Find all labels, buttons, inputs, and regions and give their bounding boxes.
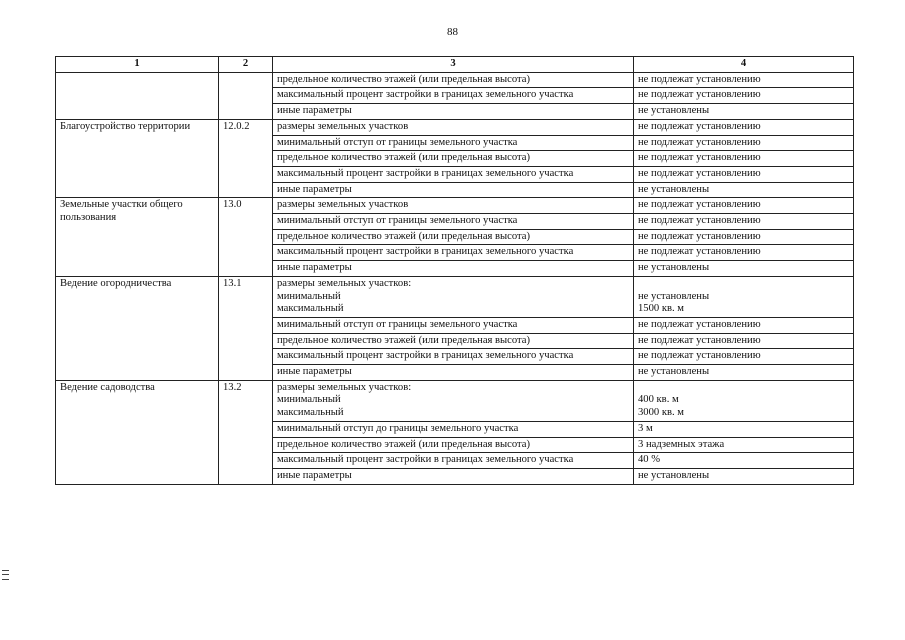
parameter-cell: минимальный отступ от границы земельного участка xyxy=(273,214,634,230)
table-row xyxy=(56,119,854,135)
parameter-cell: предельное количество этажей (или предельная высота) xyxy=(273,151,634,167)
value-line xyxy=(638,382,849,395)
parameter-cell: минимальный отступ до границы земельного участка xyxy=(273,421,634,437)
use-type-code: 13.1 xyxy=(219,276,273,380)
use-type-name: Благоустройство территории xyxy=(56,119,219,198)
value-line: 3000 кв. м xyxy=(638,407,684,419)
table-row xyxy=(56,380,854,421)
use-type-name xyxy=(56,72,219,119)
use-type-code: 13.2 xyxy=(219,380,273,484)
value-cell: не подлежат установлению xyxy=(634,166,854,182)
value-cell: не подлежат установлению xyxy=(634,151,854,167)
table-row xyxy=(56,72,854,88)
parameter-cell: максимальный процент застройки в границах земельного участка xyxy=(273,88,634,104)
parameter-cell xyxy=(273,276,634,317)
header-col-2: 2 xyxy=(219,57,273,73)
value-cell xyxy=(634,276,854,317)
value-cell: не подлежат установлению xyxy=(634,349,854,365)
parameter-cell: иные параметры xyxy=(273,365,634,381)
value-cell: не подлежат установлению xyxy=(634,119,854,135)
parameter-cell: предельное количество этажей (или предельная высота) xyxy=(273,229,634,245)
use-type-name: Ведение огородничества xyxy=(56,276,219,380)
parameter-cell xyxy=(273,380,634,421)
use-type-code xyxy=(219,72,273,119)
value-cell: не подлежат установлению xyxy=(634,229,854,245)
header-row xyxy=(56,57,854,73)
use-type-code: 13.0 xyxy=(219,198,273,277)
header-col-1: 1 xyxy=(56,57,219,73)
parameter-cell: максимальный процент застройки в границах земельного участка xyxy=(273,349,634,365)
page-number: 88 xyxy=(447,26,458,38)
value-line: не установлены xyxy=(638,290,710,302)
parameter-cell: предельное количество этажей (или предельная высота) xyxy=(273,333,634,349)
parameter-cell: предельное количество этажей (или предельная высота) xyxy=(273,72,634,88)
parameter-line: размеры земельных участков: xyxy=(277,277,412,289)
parameter-cell: иные параметры xyxy=(273,468,634,484)
value-line: 400 кв. м xyxy=(638,394,679,406)
parameter-cell: размеры земельных участков xyxy=(273,119,634,135)
table-row xyxy=(56,276,854,317)
parameter-cell: минимальный отступ от границы земельного участка xyxy=(273,317,634,333)
parameter-cell: иные параметры xyxy=(273,182,634,198)
header-col-4: 4 xyxy=(634,57,854,73)
parameter-cell: максимальный процент застройки в границах земельного участка xyxy=(273,166,634,182)
parameter-line: минимальный xyxy=(277,394,341,406)
value-cell: не установлены xyxy=(634,182,854,198)
header-col-3: 3 xyxy=(273,57,634,73)
use-type-name: Земельные участки общего пользования xyxy=(56,198,219,277)
parameter-line: максимальный xyxy=(277,407,344,419)
value-line: 1500 кв. м xyxy=(638,303,684,315)
land-use-regulations-table xyxy=(55,56,854,485)
value-cell: 3 м xyxy=(634,421,854,437)
use-type-name: Ведение садоводства xyxy=(56,380,219,484)
value-cell: 3 надземных этажа xyxy=(634,437,854,453)
use-type-code: 12.0.2 xyxy=(219,119,273,198)
value-cell: не подлежат установлению xyxy=(634,317,854,333)
value-cell: не установлены xyxy=(634,468,854,484)
margin-mark xyxy=(2,570,9,580)
value-cell: не установлены xyxy=(634,365,854,381)
value-cell: не установлены xyxy=(634,261,854,277)
value-cell: не подлежат установлению xyxy=(634,72,854,88)
table-body xyxy=(56,72,854,484)
parameter-cell: предельное количество этажей (или предельная высота) xyxy=(273,437,634,453)
parameter-cell: максимальный процент застройки в границах земельного участка xyxy=(273,453,634,469)
value-line xyxy=(638,278,849,291)
parameter-cell: максимальный процент застройки в границах земельного участка xyxy=(273,245,634,261)
value-cell: не подлежат установлению xyxy=(634,135,854,151)
value-cell: не подлежат установлению xyxy=(634,333,854,349)
parameter-cell: иные параметры xyxy=(273,261,634,277)
parameter-line: минимальный xyxy=(277,290,341,302)
parameter-cell: иные параметры xyxy=(273,104,634,120)
parameter-cell: размеры земельных участков xyxy=(273,198,634,214)
value-cell: не подлежат установлению xyxy=(634,88,854,104)
parameter-line: максимальный xyxy=(277,303,344,315)
parameter-cell: минимальный отступ от границы земельного участка xyxy=(273,135,634,151)
value-cell xyxy=(634,380,854,421)
table-row xyxy=(56,198,854,214)
value-cell: не подлежат установлению xyxy=(634,245,854,261)
value-cell: не подлежат установлению xyxy=(634,214,854,230)
value-cell: не подлежат установлению xyxy=(634,198,854,214)
value-cell: 40 % xyxy=(634,453,854,469)
parameter-line: размеры земельных участков: xyxy=(277,381,412,393)
value-cell: не установлены xyxy=(634,104,854,120)
